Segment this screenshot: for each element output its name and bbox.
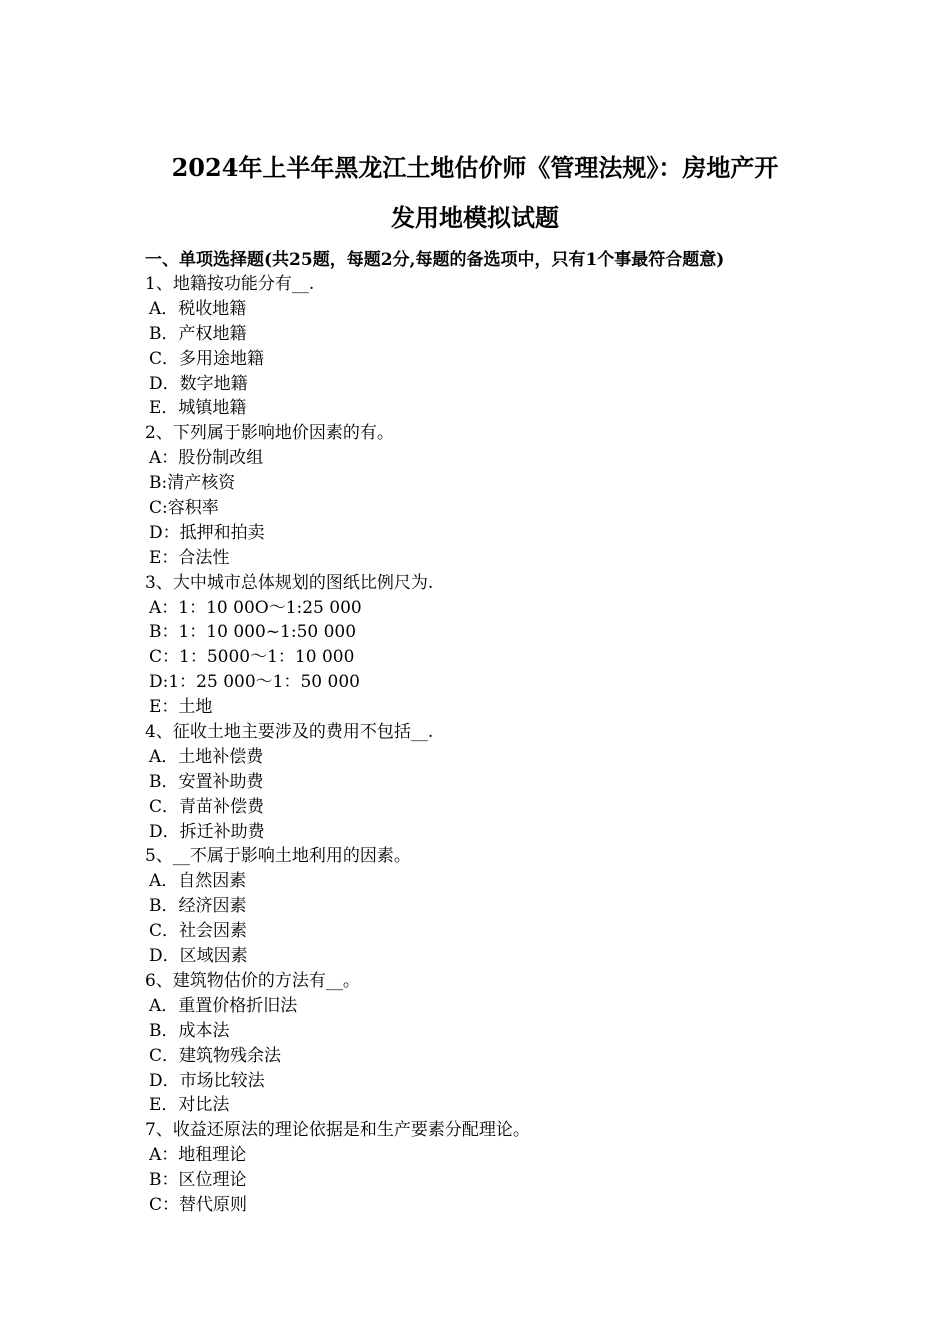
section-heading: 一、单项选择题(共25题，每题2分,每题的备选项中，只有1个事最符合题意) xyxy=(145,250,725,270)
answer-option: C:容积率 xyxy=(149,498,219,519)
answer-option: C：替代原则 xyxy=(149,1194,248,1215)
answer-option: E．对比法 xyxy=(149,1095,230,1116)
answer-option: D．数字地籍 xyxy=(149,373,248,394)
answer-option: A：股份制改组 xyxy=(149,448,264,469)
answer-option: B．安置补助费 xyxy=(149,771,264,792)
question-list xyxy=(145,272,845,1218)
answer-option: D．市场比较法 xyxy=(149,1070,265,1091)
answer-option: C：1：5000～1：10 000 xyxy=(149,647,355,668)
answer-option: A．重置价格折旧法 xyxy=(149,995,298,1016)
question-stem: 6、建筑物估价的方法有__。 xyxy=(145,970,360,991)
answer-option: C．建筑物残余法 xyxy=(149,1045,282,1066)
answer-option: A：1：10 00O～1:25 000 xyxy=(149,597,362,618)
question-stem: 4、征收土地主要涉及的费用不包括__. xyxy=(145,722,434,743)
answer-option: B:清产核资 xyxy=(149,473,236,494)
answer-option: B．产权地籍 xyxy=(149,323,247,344)
answer-option: B．成本法 xyxy=(149,1020,230,1041)
answer-option: D．区域因素 xyxy=(149,946,248,967)
document-title-line-1: 2024年上半年黑龙江土地估价师《管理法规》：房地产开 xyxy=(171,153,779,182)
answer-option: A．自然因素 xyxy=(149,871,247,892)
question-stem: 3、大中城市总体规划的图纸比例尺为. xyxy=(145,572,434,593)
answer-option: E．城镇地籍 xyxy=(149,398,247,419)
answer-option: E：土地 xyxy=(149,697,213,718)
answer-option: E：合法性 xyxy=(149,547,230,568)
document-title-line-2: 发用地模拟试题 xyxy=(391,203,559,232)
answer-option: D:1：25 000～1：50 000 xyxy=(149,672,360,693)
answer-option: C．多用途地籍 xyxy=(149,348,265,369)
answer-option: A．税收地籍 xyxy=(149,298,247,319)
question-stem: 2、下列属于影响地价因素的有。 xyxy=(145,423,394,444)
question-stem: 5、__不属于影响土地利用的因素。 xyxy=(145,846,411,867)
answer-option: D：抵押和拍卖 xyxy=(149,522,265,543)
answer-option: A：地租理论 xyxy=(149,1145,247,1166)
answer-option: C．青苗补偿费 xyxy=(149,796,265,817)
question-stem: 1、地籍按功能分有__. xyxy=(145,274,315,294)
answer-option: B：1：10 000~1:50 000 xyxy=(149,622,357,643)
question-stem: 7、收益还原法的理论依据是和生产要素分配理论。 xyxy=(145,1120,530,1141)
answer-option: A．土地补偿费 xyxy=(149,746,264,767)
answer-option: D．拆迁补助费 xyxy=(149,821,265,842)
answer-option: B．经济因素 xyxy=(149,896,247,917)
answer-option: B：区位理论 xyxy=(149,1170,247,1191)
answer-option: C．社会因素 xyxy=(149,921,248,942)
